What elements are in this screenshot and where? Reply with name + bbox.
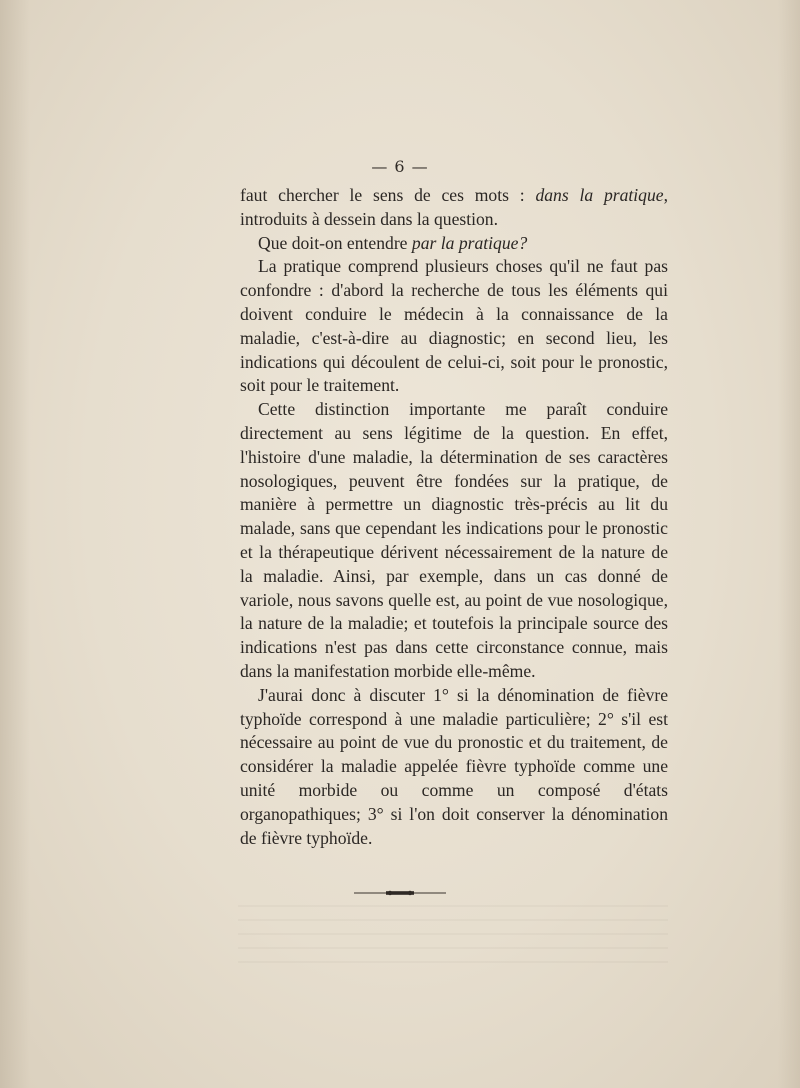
paragraph-1-text-end: , introduits à dessein dans la question. (240, 185, 668, 229)
paragraph-distinction: Cette distinction importante me paraît conduire directement au sens légitime de la question. En effet, l'histoire d'une maladie, la détermination de ses caractères nosologiques, peuvent être fondées sur la pratique, de manière à permettre un diagnostic très-précis au lit du malade, sans que cependant les indications pour le pronostic et la thérapeutique dérivent nécessairement de la nature de la maladie. Ainsi, par exemple, dans un cas donné de variole, nous savons quelle est, au point de vue nosologique, la nature de la maladie; et toutefois la principale source des indications n'est pas dans cette circonstance connue, mais dans la manifestation morbide elle-même. (240, 399, 668, 681)
paragraph-2-italic: par la pratique? (411, 232, 528, 253)
paragraph-plan: J'aurai donc à discuter 1° si la dénomination de fièvre typhoïde correspond à une maladie particulière; 2° s'il est nécessaire au point de vue du pronostic et du traitement, de considérer la maladie appelée fièvre typhoïde comme une unité morbide ou comme un composé d'états organopathiques; 3° si l'on doit conserver la dénomination de fièvre typhoïde. (240, 684, 668, 848)
decorative-rule-icon (350, 889, 450, 897)
paragraph-continuation (240, 184, 668, 232)
show-through-text (238, 905, 668, 965)
paragraph-1-text: faut chercher le sens de ces mots : (240, 185, 536, 205)
page-number: — 6 — (371, 157, 429, 176)
paragraph-2-text: Que doit-on entendre (258, 232, 412, 253)
paragraph-question (240, 232, 668, 256)
paragraph-1-italic: dans la pratique (535, 185, 664, 205)
body-text (240, 184, 668, 850)
paragraph-practice: La pratique comprend plusieurs choses qu'il ne faut pas confondre : d'abord la recherche de tous les éléments qui doivent conduire le médecin à la connaissance de la maladie, c'est-à-dire au diagnostic; en second lieu, les indications qui découlent de celui-ci, soit pour le pronostic, soit pour le traitement. (240, 256, 668, 396)
